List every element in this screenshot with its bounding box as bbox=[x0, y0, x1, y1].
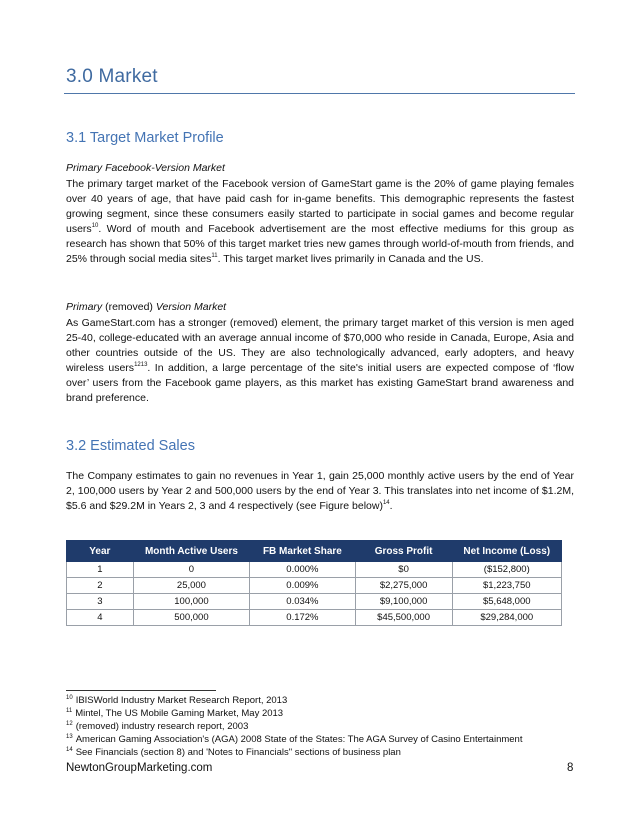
heading-rule bbox=[64, 93, 575, 94]
table-cell: 0.172% bbox=[250, 610, 355, 626]
title-part: Primary bbox=[66, 301, 103, 313]
table-cell: $0 bbox=[355, 562, 452, 578]
footnote-text: (removed) industry research report, 2003 bbox=[75, 721, 249, 732]
footnote bbox=[66, 695, 287, 706]
footnote-ref: 10 bbox=[91, 223, 99, 230]
footnote bbox=[66, 708, 283, 719]
paragraph-title-version bbox=[66, 301, 226, 313]
section-title-target-market: 3.1 Target Market Profile bbox=[66, 130, 224, 146]
footnote-number: 11 bbox=[66, 708, 73, 714]
table-header-row bbox=[67, 541, 562, 562]
table-cell: 4 bbox=[67, 610, 134, 626]
table-row bbox=[67, 610, 562, 626]
table-cell: $45,500,000 bbox=[355, 610, 452, 626]
footer-brand: NewtonGroupMarketing.com bbox=[66, 762, 213, 774]
page-number: 8 bbox=[567, 762, 574, 774]
paragraph-text: . In addition, a large percentage of the site's initial users are expected compose of ‘flow over’ users from the Facebook game players, as this market has existing GameStart brand awareness and brand preference. bbox=[66, 362, 574, 405]
footnote-separator bbox=[66, 690, 216, 691]
table-cell: $9,100,000 bbox=[355, 594, 452, 610]
title-part: (removed) bbox=[102, 301, 156, 313]
column-header: Gross Profit bbox=[355, 541, 452, 562]
footnote bbox=[66, 734, 522, 745]
title-part: Version Market bbox=[155, 301, 227, 313]
table-cell: 0.034% bbox=[250, 594, 355, 610]
footnote-text: Mintel, The US Mobile Gaming Market, May 2013 bbox=[75, 708, 284, 719]
table-cell: 0.009% bbox=[250, 578, 355, 594]
paragraph-text: . Word of mouth and Facebook advertisement are the most effective mediums for this group as research has shown that 50% of this target market tries new games through world-of-mouth from friends, and 25% through social media sites bbox=[66, 223, 574, 266]
column-header: Year bbox=[67, 541, 134, 562]
footnote-number: 13 bbox=[66, 734, 73, 740]
footnote-text: American Gaming Association's (AGA) 2008 State of the States: The AGA Survey of Casino Entertainment bbox=[75, 734, 523, 745]
table-row bbox=[67, 594, 562, 610]
table-cell: 0.000% bbox=[250, 562, 355, 578]
paragraph-text: The Company estimates to gain no revenues in Year 1, gain 25,000 monthly active users by the end of Year 2, 100,000 users by Year 2 and 500,000 users by the end of Year 3. This translates into net income of $1.2M, $5.6 and $29.2M in Years 2, 3 and 4 respectively (see Figure below) bbox=[66, 470, 574, 513]
paragraph-title-facebook: Primary Facebook-Version Market bbox=[66, 162, 225, 174]
paragraph-text: As GameStart.com has a stronger (removed) element, the primary target market of this version is men aged 25-40, college-educated with an average annual income of $70,000 who reside in Canada, Europe, Asia and other countries outside of the US. They are also technologically advanced, early adopters, and heavy wireless users bbox=[66, 317, 574, 375]
table-cell: $29,284,000 bbox=[452, 610, 561, 626]
paragraph-facebook-market bbox=[66, 177, 574, 268]
footnote-ref: 1213 bbox=[134, 362, 148, 369]
paragraph-text: . bbox=[389, 500, 393, 513]
table-cell: $5,648,000 bbox=[452, 594, 561, 610]
table-row bbox=[67, 578, 562, 594]
paragraph-text: The primary target market of the Facebook version of GameStart game is the 20% of game playing females over 40 years of age, that have paid cash for in-game benefits. This demographic represents the fastest growing segment, since these consumers easily started to participate in social games and become regular users bbox=[66, 178, 574, 236]
table-cell: 100,000 bbox=[133, 594, 249, 610]
footnote-text: See Financials (section 8) and 'Notes to Financials" sections of business plan bbox=[75, 747, 401, 758]
column-header: FB Market Share bbox=[250, 541, 355, 562]
table-cell: $1,223,750 bbox=[452, 578, 561, 594]
footnote-number: 10 bbox=[66, 695, 73, 701]
footnote bbox=[66, 747, 401, 758]
column-header: Month Active Users bbox=[133, 541, 249, 562]
footnote-number: 12 bbox=[66, 721, 73, 727]
table-cell: ($152,800) bbox=[452, 562, 561, 578]
footnote bbox=[66, 721, 248, 732]
paragraph-version-market bbox=[66, 316, 574, 407]
page-heading: 3.0 Market bbox=[66, 66, 158, 87]
paragraph-text: . This target market lives primarily in Canada and the US. bbox=[217, 253, 484, 266]
footnote-ref: 11 bbox=[211, 253, 218, 260]
table-cell: 2 bbox=[67, 578, 134, 594]
section-title-estimated-sales: 3.2 Estimated Sales bbox=[66, 438, 195, 454]
table-row bbox=[67, 562, 562, 578]
table-cell: $2,275,000 bbox=[355, 578, 452, 594]
sales-table bbox=[66, 540, 562, 626]
table-cell: 1 bbox=[67, 562, 134, 578]
table-cell: 500,000 bbox=[133, 610, 249, 626]
table-cell: 25,000 bbox=[133, 578, 249, 594]
footnote-number: 14 bbox=[66, 747, 73, 753]
table-cell: 0 bbox=[133, 562, 249, 578]
footnote-ref: 14 bbox=[382, 500, 390, 507]
table-cell: 3 bbox=[67, 594, 134, 610]
paragraph-estimated-sales bbox=[66, 469, 574, 514]
column-header: Net Income (Loss) bbox=[452, 541, 561, 562]
footnote-text: IBISWorld Industry Market Research Report, 2013 bbox=[75, 695, 288, 706]
